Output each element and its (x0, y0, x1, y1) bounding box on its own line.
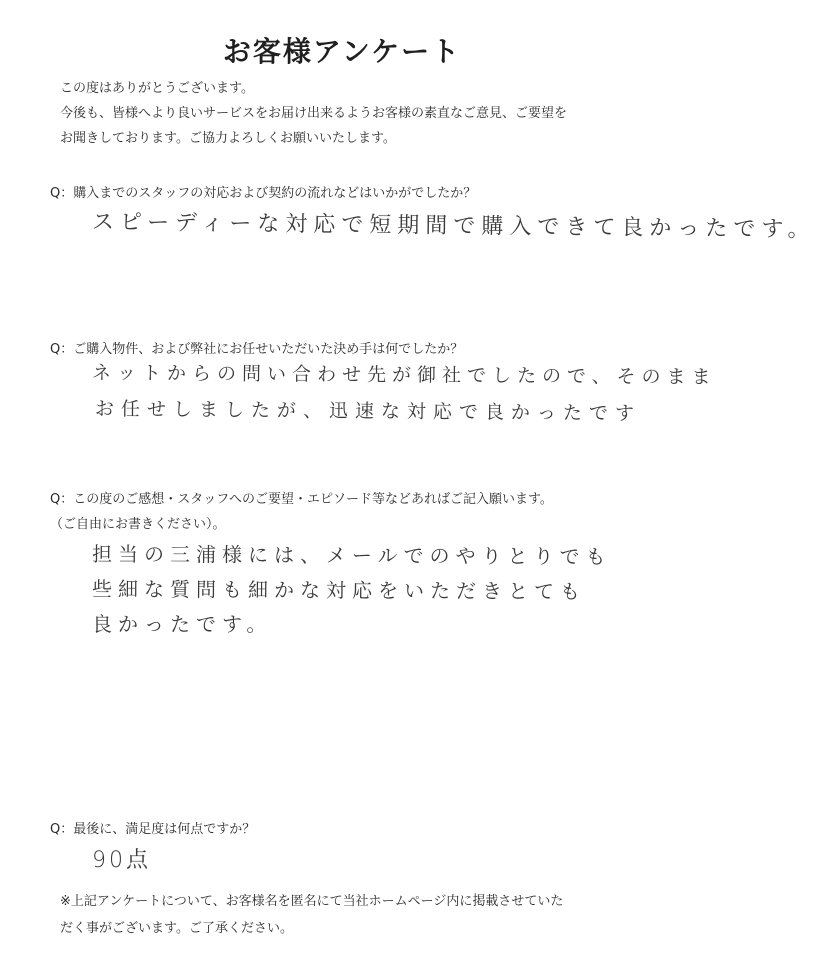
question-3-note: （ご自由にお書きください）。 (50, 517, 226, 532)
question-3: Q：この度のご感想・スタッフへのご要望・エピソード等などあればご記入願います。 (50, 492, 553, 507)
footer-line: だく事がございます。ご了承ください。 (60, 921, 293, 936)
answer-4-line-1: 90点 (92, 848, 151, 873)
answer-3-line-1: 担当の三浦様には、メールでのやりとりでも (91, 542, 612, 569)
question-4: Q：最後に、満足度は何点ですか？ (50, 822, 256, 837)
intro-line: 今後も、皆様へより良いサービスをお届け出来るようお客様の素直なご意見、ご要望を (60, 106, 568, 121)
answer-2-line-2: お任せしましたが、迅速な対応で良かったです (94, 398, 642, 425)
question-1: Q：購入までのスタッフの対応および契約の流れなどはいかがでしたか？ (50, 186, 477, 201)
footer-note (60, 888, 660, 942)
page-title: お客様アンケート (222, 35, 462, 68)
intro-line: お聞きしております。ご協力よろしくお願いいたします。 (60, 131, 396, 146)
intro-text (60, 76, 660, 151)
footer-line: ※上記アンケートについて、お客様名を匿名にて当社ホームページ内に掲載させていた (60, 894, 564, 909)
answer-2-line-1: ネットからの問い合わせ先が御社でしたので、そのまま (91, 362, 717, 389)
answer-3-line-2: 些細な質問も細かな対応をいただきとても (91, 577, 587, 604)
intro-line: この度はありがとうございます。 (60, 81, 254, 96)
answer-1-line-1: スピーディーな対応で短期間で購入できて良かったです。 (91, 210, 816, 243)
question-2: Q：ご購入物件、および弊社にお任せいただいた決め手は何でしたか？ (50, 342, 464, 357)
answer-3-line-3: 良かったです。 (92, 612, 273, 636)
